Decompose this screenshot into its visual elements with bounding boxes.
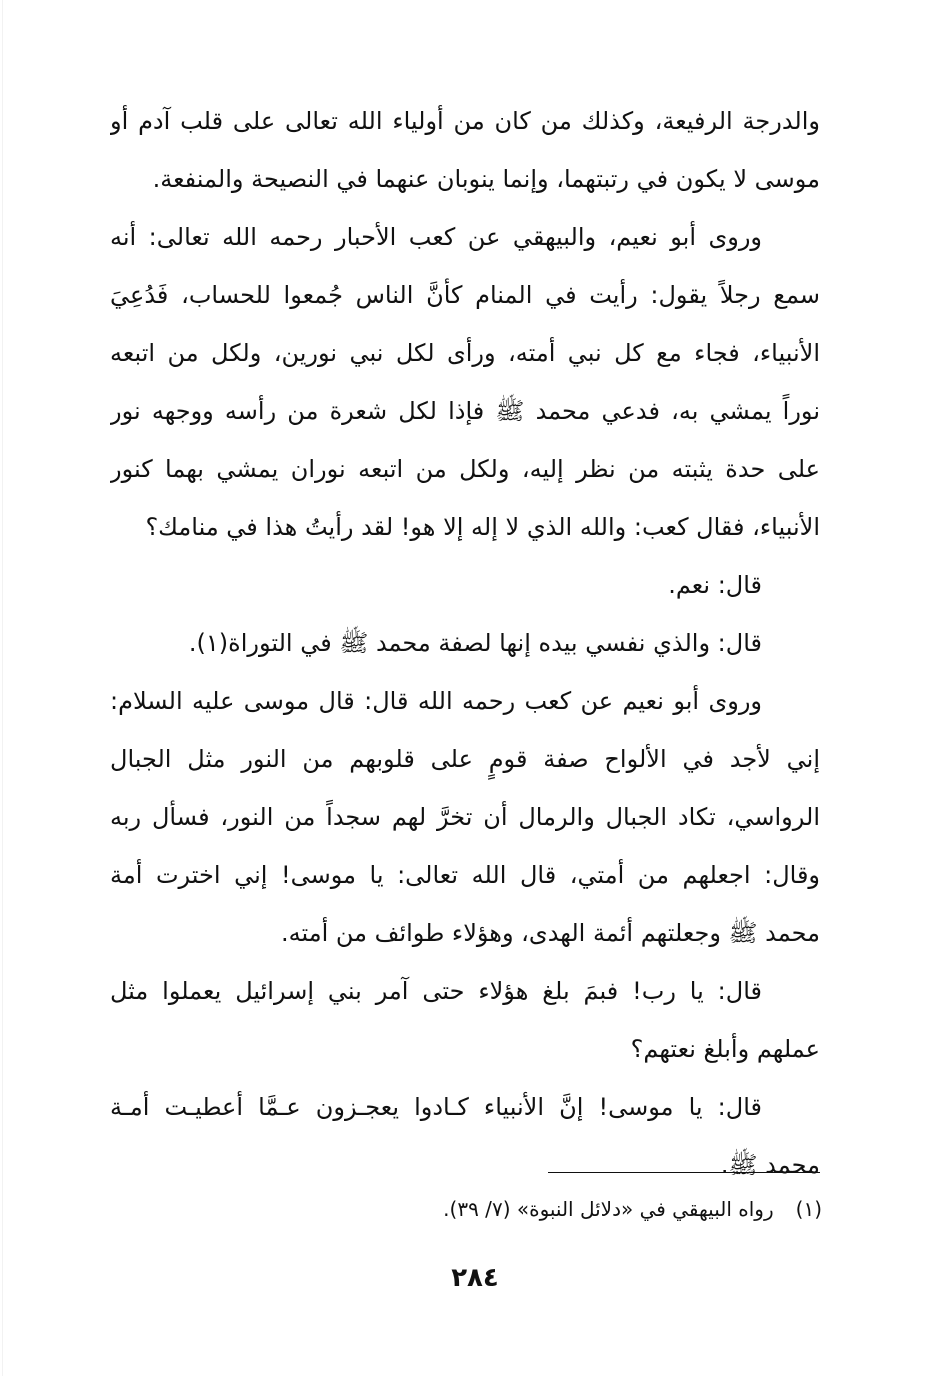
text-line: قال: يا موسى! إنَّ الأنبياء كـادوا يعجـزون عـمَّا أعطيـت أمـة — [110, 1093, 762, 1121]
footnote — [443, 1192, 822, 1226]
text-line: على حدة يثبته من نظر إليه، ولكل من اتبعه نوران يمشي بهما كنور — [110, 455, 820, 483]
text-line: وروى أبو نعيم، والبيهقي عن كعب الأحبار رحمه الله تعالى: أنه — [110, 223, 762, 251]
text-line: إني لأجد في الألواح صفة قومٍ على قلوبهم من النور مثل الجبال — [110, 745, 820, 773]
text-line: قال: يا رب! فبمَ بلغ هؤلاء حتى آمر بني إسرائيل يعملوا مثل — [110, 977, 762, 1005]
footnote-text: رواه البيهقي في «دلائل النبوة» (٧/ ٣٩). — [443, 1197, 774, 1221]
page-number: ٢٨٤ — [451, 1263, 499, 1293]
text-line: موسى لا يكون في رتبتهما، وإنما ينوبان عنهما في النصيحة والمنفعة. — [152, 165, 820, 193]
text-line: الرواسي، تكاد الجبال والرمال أن تخرَّ لهم سجداً من النور، فسأل ربه — [110, 803, 820, 831]
text-line: قال: والذي نفسي بيده إنها لصفة محمد ﷺ في التوراة(١). — [188, 629, 762, 657]
footnote-number: (١) — [795, 1197, 822, 1221]
text-line: محمد ﷺ وجعلتهم أئمة الهدى، وهؤلاء طوائف من أمته. — [280, 919, 820, 947]
main-text-block — [110, 92, 820, 1194]
text-line: الأنبياء، فقال كعب: والله الذي لا إله إلا هو! لقد رأيتُ هذا في منامك؟ — [145, 513, 820, 541]
text-line: نوراً يمشي به، فدعي محمد ﷺ فإذا لكل شعرة من رأسه ووجهه نور — [110, 397, 820, 425]
scan-edge — [2, 0, 3, 1376]
text-line: وقال: اجعلهم من أمتي، قال الله تعالى: يا موسى! إني اخترت أمة — [110, 861, 820, 889]
text-line: وروى أبو نعيم عن كعب رحمه الله قال: قال موسى عليه السلام: — [110, 687, 762, 715]
text-line: الأنبياء، فجاء مع كل نبي أمته، ورأى لكل نبي نورين، ولكل من اتبعه — [110, 339, 820, 367]
text-line: محمد ﷺ. — [720, 1151, 820, 1179]
footnote-separator — [548, 1172, 820, 1173]
text-line: قال: نعم. — [668, 571, 762, 599]
text-line: والدرجة الرفيعة، وكذلك من كان من أولياء الله تعالى على قلب آدم أو — [110, 107, 820, 135]
text-line: سمع رجلاً يقول: رأيت في المنام كأنَّ الناس جُمعوا للحساب، فَدُعِيَ — [110, 281, 820, 309]
text-line: عملهم وأبلغ نعتهم؟ — [630, 1035, 820, 1063]
